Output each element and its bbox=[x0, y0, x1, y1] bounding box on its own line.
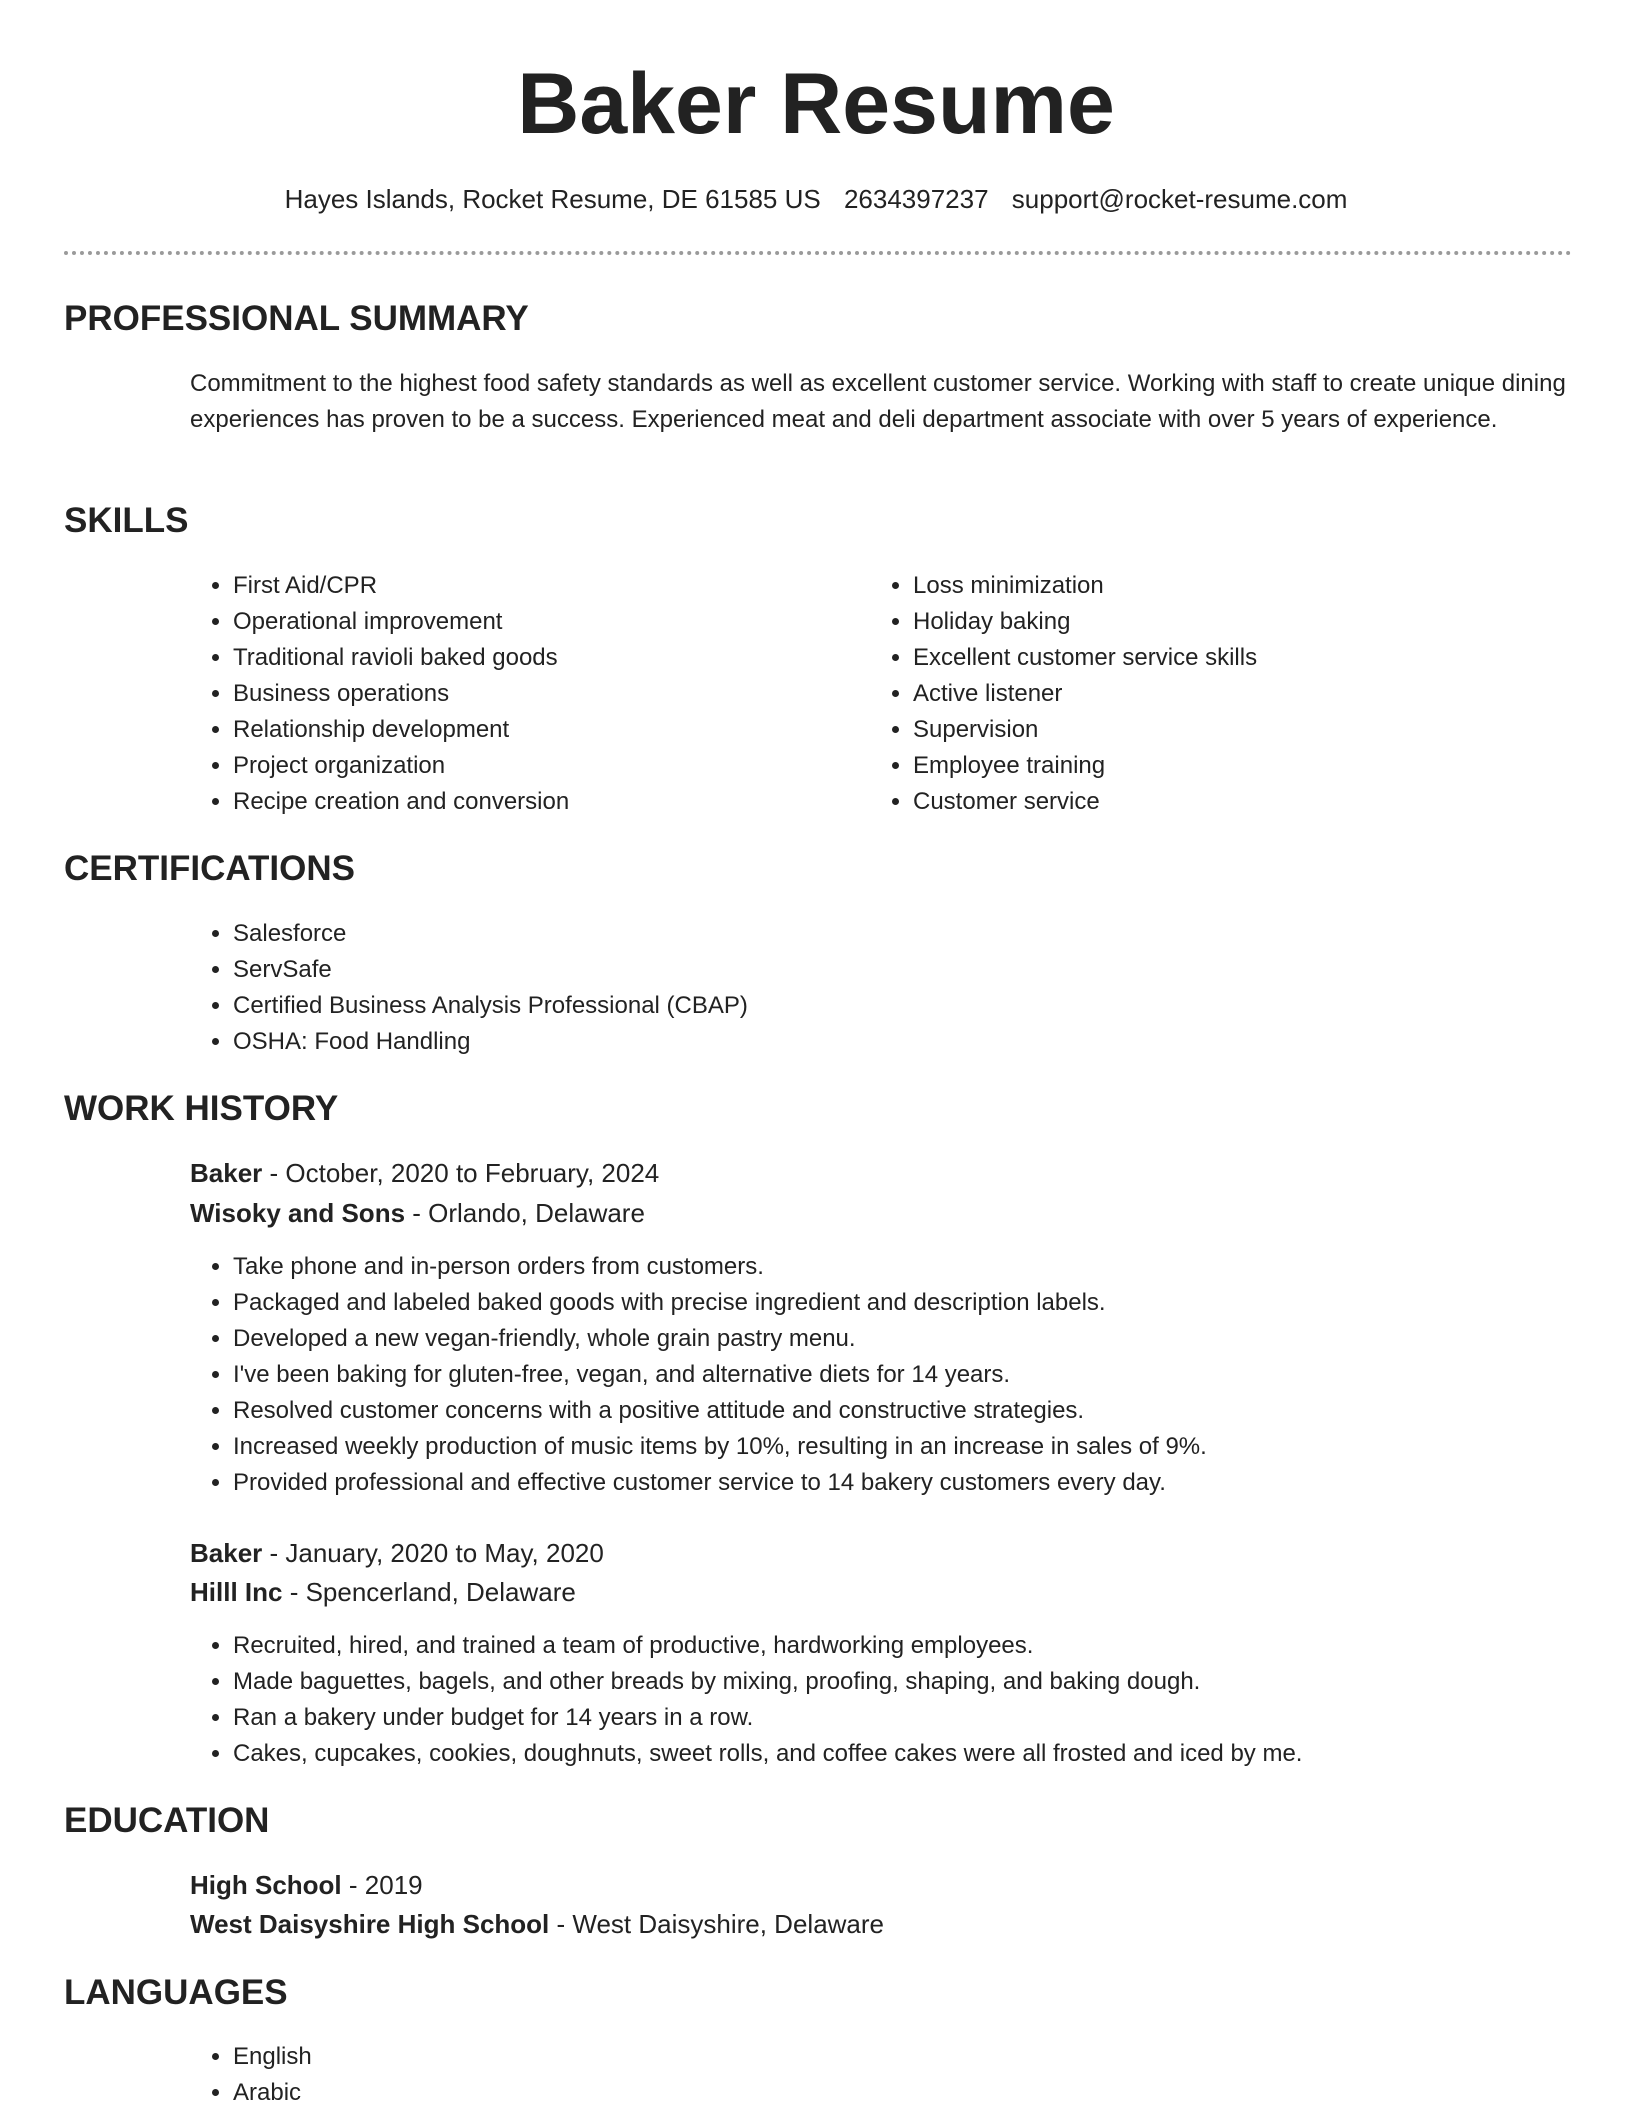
contact-email: support@rocket-resume.com bbox=[1011, 184, 1348, 214]
job-company-line bbox=[190, 1574, 576, 1610]
language-item: • English bbox=[233, 2039, 833, 2075]
job-bullet: • Cakes, cupcakes, cookies, doughnuts, sweet rolls, and coffee cakes were all frosted and iced by me. bbox=[233, 1736, 1613, 1772]
skills-list-left bbox=[190, 568, 833, 820]
skill-item: • Business operations bbox=[233, 676, 833, 712]
section-title-languages: LANGUAGES bbox=[64, 1973, 288, 2012]
certification-item: • Salesforce bbox=[233, 916, 1533, 952]
job-bullet: • Take phone and in-person orders from customers. bbox=[233, 1249, 1613, 1285]
summary-text: Commitment to the highest food safety standards as well as excellent customer service. Working with staff to create unique dining experiences has proven to be a success. Experienced meat and deli department associate with over 5 years of experience. bbox=[190, 370, 1566, 433]
job-bullets bbox=[190, 1249, 1613, 1501]
job-bullets bbox=[190, 1628, 1613, 1772]
job-bullet: • Ran a bakery under budget for 14 years in a row. bbox=[233, 1700, 1613, 1736]
section-title-work-history: WORK HISTORY bbox=[64, 1089, 339, 1128]
contact-phone: 2634397237 bbox=[843, 184, 989, 214]
skill-item: • Holiday baking bbox=[913, 604, 1513, 640]
language-item: • Arabic bbox=[233, 2075, 833, 2111]
job-dates: - October, 2020 to February, 2024 bbox=[262, 1158, 660, 1188]
section-title-education: EDUCATION bbox=[64, 1801, 270, 1840]
skill-item: • Employee training bbox=[913, 748, 1513, 784]
skill-item: • Recipe creation and conversion bbox=[233, 784, 833, 820]
education-degree: High School bbox=[190, 1870, 342, 1900]
job-bullet: • Resolved customer concerns with a positive attitude and constructive strategies. bbox=[233, 1393, 1613, 1429]
job-location: - Spencerland, Delaware bbox=[282, 1577, 576, 1607]
job-title-line bbox=[190, 1155, 659, 1191]
skill-item: • Traditional ravioli baked goods bbox=[233, 640, 833, 676]
job-location: - Orlando, Delaware bbox=[405, 1198, 645, 1228]
resume-name: Baker Resume bbox=[517, 56, 1115, 152]
education-school-line bbox=[190, 1906, 884, 1942]
skill-item: • First Aid/CPR bbox=[233, 568, 833, 604]
education-year: - 2019 bbox=[341, 1870, 423, 1900]
skill-item: • Customer service bbox=[913, 784, 1513, 820]
certifications-list bbox=[190, 916, 1533, 1060]
job-title-line bbox=[190, 1535, 604, 1571]
job-bullet: • Provided professional and effective customer service to 14 bakery customers every day. bbox=[233, 1465, 1613, 1501]
job-bullet: • Increased weekly production of music items by 10%, resulting in an increase in sales of 9%. bbox=[233, 1429, 1613, 1465]
skills-list-right bbox=[870, 568, 1513, 820]
skill-item: • Project organization bbox=[233, 748, 833, 784]
job-dates: - January, 2020 to May, 2020 bbox=[262, 1538, 604, 1568]
job-role: Baker bbox=[190, 1538, 263, 1568]
education-degree-line bbox=[190, 1867, 423, 1903]
certification-item: • Certified Business Analysis Professional (CBAP) bbox=[233, 988, 1533, 1024]
job-company: Wisoky and Sons bbox=[190, 1198, 406, 1228]
skill-item: • Loss minimization bbox=[913, 568, 1513, 604]
skill-item: • Excellent customer service skills bbox=[913, 640, 1513, 676]
education-location: - West Daisyshire, Delaware bbox=[549, 1909, 885, 1939]
certification-item: • ServSafe bbox=[233, 952, 1533, 988]
job-bullet: • I've been baking for gluten-free, vegan, and alternative diets for 14 years. bbox=[233, 1357, 1613, 1393]
contact-address: Hayes Islands, Rocket Resume, DE 61585 US bbox=[284, 184, 821, 214]
job-bullet: • Made baguettes, bagels, and other breads by mixing, proofing, shaping, and baking dough. bbox=[233, 1664, 1613, 1700]
skill-item: • Operational improvement bbox=[233, 604, 833, 640]
job-bullet: • Packaged and labeled baked goods with precise ingredient and description labels. bbox=[233, 1285, 1613, 1321]
job-company-line bbox=[190, 1195, 645, 1231]
section-title-summary: PROFESSIONAL SUMMARY bbox=[64, 299, 529, 338]
job-company: Hilll Inc bbox=[190, 1577, 283, 1607]
certification-item: • OSHA: Food Handling bbox=[233, 1024, 1533, 1060]
contact-line bbox=[0, 182, 1632, 216]
job-role: Baker bbox=[190, 1158, 263, 1188]
header-divider bbox=[64, 251, 1572, 255]
education-school: West Daisyshire High School bbox=[190, 1909, 550, 1939]
job-bullet: • Recruited, hired, and trained a team of productive, hardworking employees. bbox=[233, 1628, 1613, 1664]
skill-item: • Relationship development bbox=[233, 712, 833, 748]
job-bullet: • Developed a new vegan-friendly, whole grain pastry menu. bbox=[233, 1321, 1613, 1357]
languages-list bbox=[190, 2039, 833, 2111]
section-title-skills: SKILLS bbox=[64, 501, 189, 540]
skill-item: • Active listener bbox=[913, 676, 1513, 712]
section-title-certifications: CERTIFICATIONS bbox=[64, 849, 356, 888]
skill-item: • Supervision bbox=[913, 712, 1513, 748]
